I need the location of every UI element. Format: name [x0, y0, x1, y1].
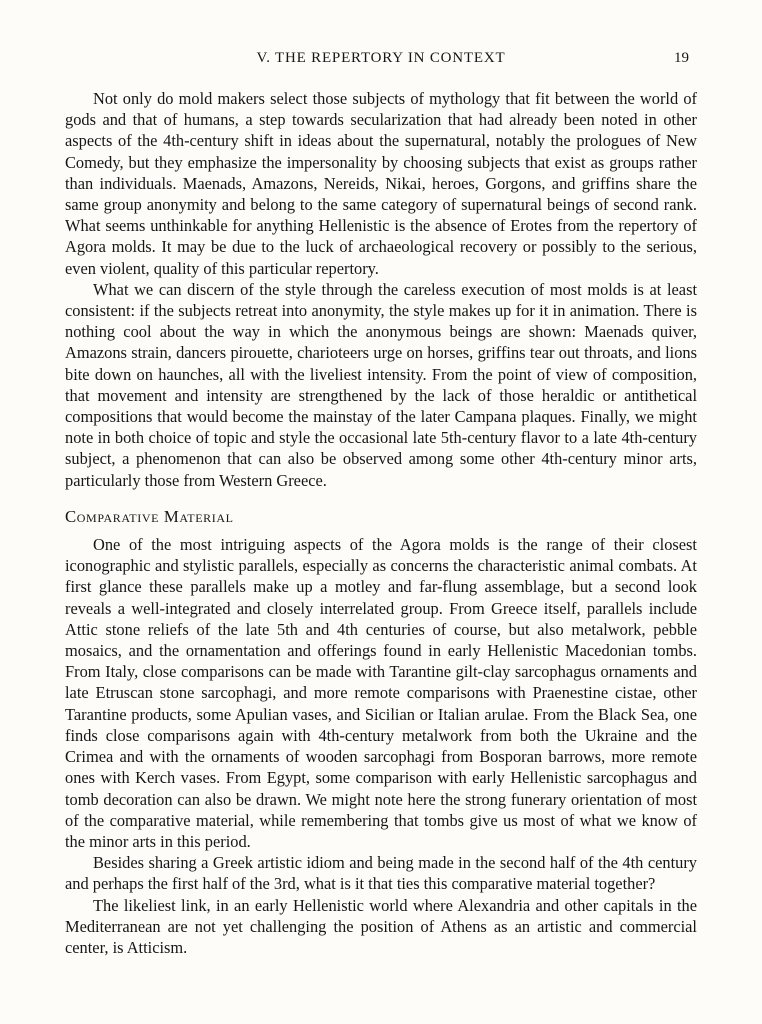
paragraph: Not only do mold makers select those subjects of mythology that fit between the world of gods and that of humans, a step towards secularization that had already been noted in other aspects of the 4th-century shift in ideas about the supernatural, notably the prologues of New Comedy, but they emphasize the impersonality by choosing subjects that exist as groups rather than individuals. Maenads, Amazons, Nereids, Nikai, heroes, Gorgons, and griffins share the same group anonymity and belong to the same category of supernatural beings of second rank. What seems unthinkable for anything Hellenistic is the absence of Erotes from the repertory of Agora molds. It may be due to the luck of archaeological recovery or possibly to the serious, even violent, quality of this particular repertory.: [65, 89, 697, 278]
running-header: [65, 50, 697, 72]
paragraph: The likeliest link, in an early Hellenistic world where Alexandria and other capitals in the Mediterranean are not yet challenging the position of Athens as an artistic and commercial center, is Atticism.: [65, 895, 697, 957]
page-body: [65, 88, 697, 958]
paragraph: Besides sharing a Greek artistic idiom and being made in the second half of the 4th century and perhaps the first half of the 3rd, what is it that ties this comparative material together?: [65, 853, 697, 894]
section-heading: Comparative Material: [65, 506, 234, 526]
running-head-title: V. THE REPERTORY IN CONTEXT: [256, 50, 506, 66]
paragraph: One of the most intriguing aspects of the Agora molds is the range of their closest iconographic and stylistic parallels, especially as concerns the characteristic animal combats. At first glance these parallels make up a motley and far-flung assemblage, but a second look reveals a well-integrated and closely interrelated group. From Greece itself, parallels include Attic stone reliefs of the late 5th and 4th centuries of course, but also metalwork, pebble mosaics, and the ornamentation and offerings found in early Hellenistic Macedonian tombs. From Italy, close comparisons can be made with Tarantine gilt-clay sarcophagus ornaments and late Etruscan stone sarcophagi, and more remote comparisons with Praenestine cistae, other Tarantine products, some Apulian vases, and Sicilian or Italian arulae. From the Black Sea, one finds close comparisons again with 4th-century metalwork from both the Ukraine and the Crimea and with the ornaments of wooden sarcophagi from Bosporan barrows, more remote ones with Kerch vases. From Egypt, some comparison with early Hellenistic sarcophagus and tomb decoration can also be drawn. We might note here the strong funerary orientation of most of the comparative material, while remembering that tombs give us most of what we know of the minor arts in this period.: [65, 535, 697, 851]
page-number: 19: [674, 50, 689, 66]
paragraph: What we can discern of the style through the careless execution of most molds is at least consistent: if the subjects retreat into anonymity, the style makes up for it in animation. There is nothing cool about the way in which the anonymous beings are shown: Maenads quiver, Amazons strain, dancers pirouette, charioteers urge on horses, griffins tear out throats, and lions bite down on haunches, all with the liveliest intensity. From the point of view of composition, that movement and intensity are strengthened by the lack of those heraldic or antithetical compositions that would become the mainstay of the later Campana plaques. Finally, we might note in both choice of topic and style the occasional late 5th-century flavor to a late 4th-century subject, a phenomenon that can also be observed among some other 4th-century minor arts, particularly those from Western Greece.: [65, 279, 697, 490]
